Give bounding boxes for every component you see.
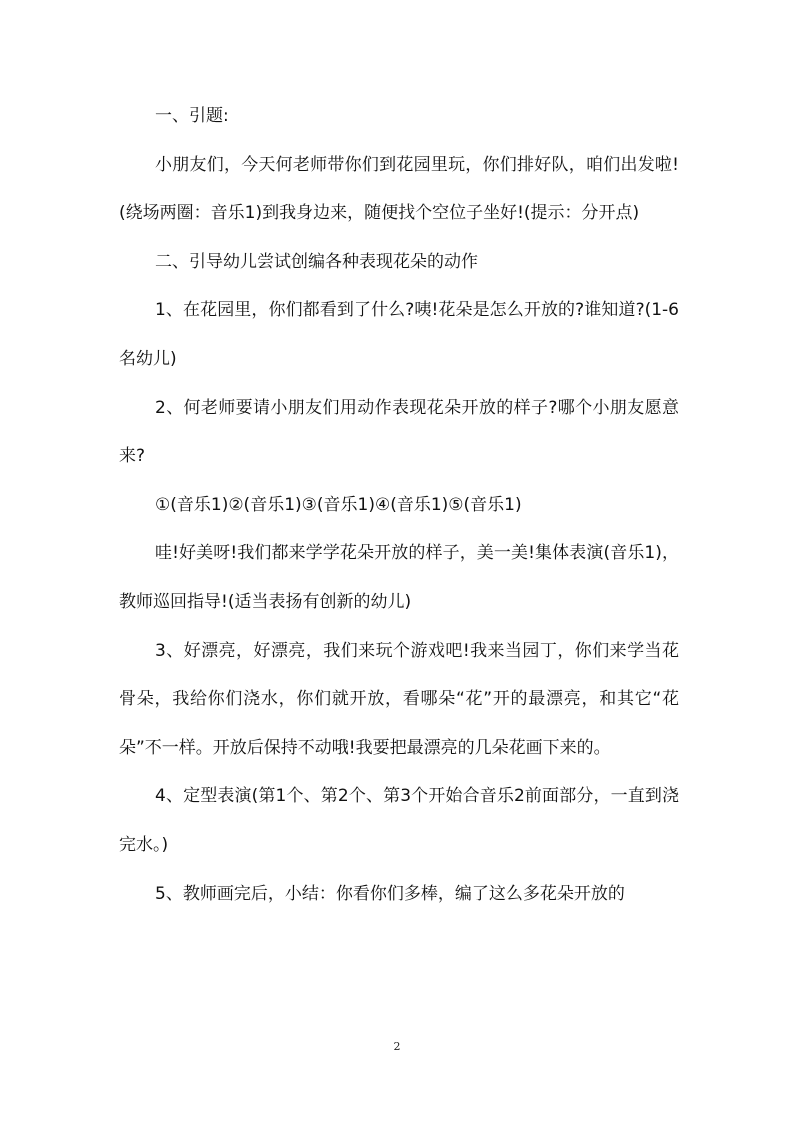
paragraph: 4、定型表演(第1个、第2个、第3个开始合音乐2前面部分，一直到浇完水。) bbox=[119, 786, 679, 855]
heading-intro: 一、引题: bbox=[155, 106, 229, 126]
paragraph: 3、好漂亮，好漂亮，我们来玩个游戏吧!我来当园丁，你们来学当花骨朵，我给你们浇水，你们就开放，看哪朵“花”开的最漂亮，和其它“花朵”不一样。开放后保持不动哦!我要把最漂亮的几朵花画下来的。 bbox=[119, 640, 679, 758]
document-body bbox=[119, 92, 679, 918]
paragraph: ①(音乐1)②(音乐1)③(音乐1)④(音乐1)⑤(音乐1) bbox=[155, 494, 522, 515]
paragraph: 1、在花园里，你们都看到了什么?咦!花朵是怎么开放的?谁知道?(1-6名幼儿) bbox=[119, 300, 679, 369]
paragraph: 哇!好美呀!我们都来学学花朵开放的样子，美一美!集体表演(音乐1)，教师巡回指导!(适当表扬有创新的幼儿) bbox=[119, 543, 679, 612]
page-number: 2 bbox=[393, 1040, 401, 1053]
paragraph: 小朋友们，今天何老师带你们到花园里玩，你们排好队，咱们出发啦!(绕场两圈：音乐1)到我身边来，随便找个空位子坐好!(提示：分开点) bbox=[119, 154, 679, 224]
heading-section-2: 二、引导幼儿尝试创编各种表现花朵的动作 bbox=[155, 251, 478, 272]
paragraph: 5、教师画完后，小结：你看你们多棒，编了这么多花朵开放的 bbox=[155, 883, 625, 904]
paragraph: 2、何老师要请小朋友们用动作表现花朵开放的样子?哪个小朋友愿意来? bbox=[119, 397, 679, 467]
